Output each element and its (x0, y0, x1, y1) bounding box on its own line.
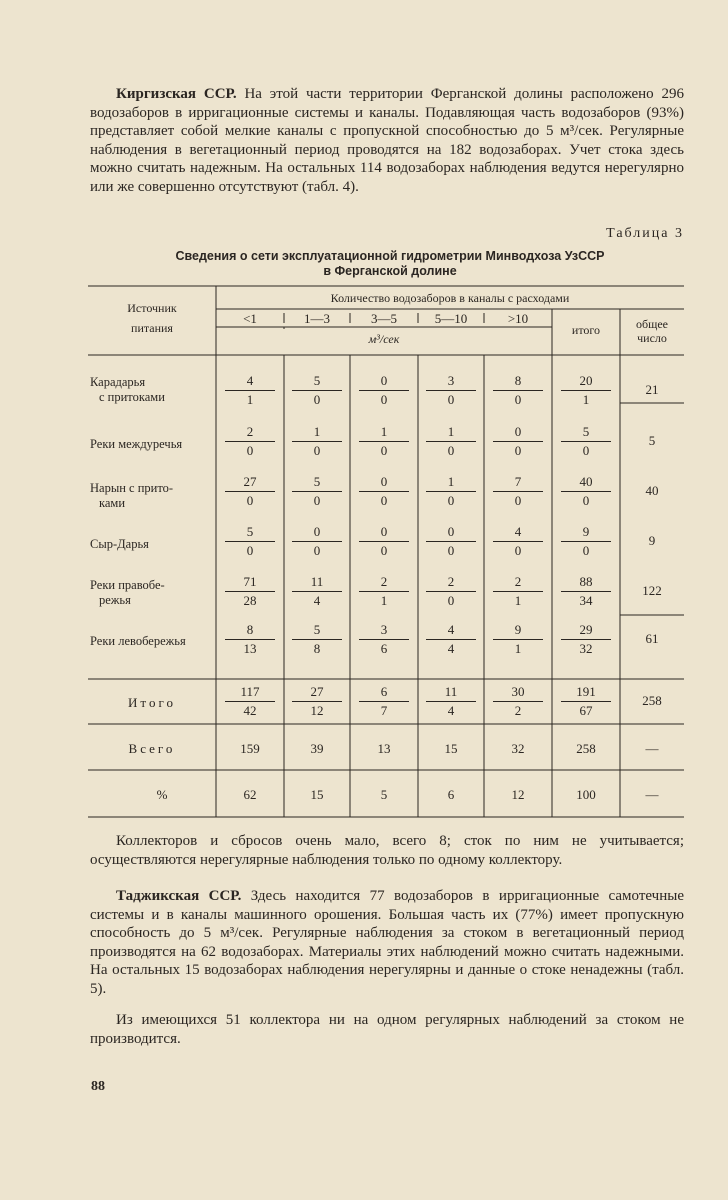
fraction-denominator: 2 (514, 703, 522, 718)
fraction-cell (493, 684, 543, 718)
fraction-numerator: 27 (292, 684, 342, 702)
header-range: <1 (243, 311, 257, 326)
paragraph-body: На этой части территории Ферганской долины расположено 296 водозаборов в ирригационные системы и каналы. Подавляющая часть водозаборов (93%) представляет собой мелкие каналы с пропускной способностью до 5 м³/сек. Регулярные наблюдения в вегетационный период проводятся на 182 водозаборах. Учет стока здесь можно считать надежным. На остальных 114 водозаборах наблюдения ведутся нерегулярно или же совершенно отсутствуют (табл. 4). (90, 86, 685, 195)
fraction-numerator: 0 (426, 524, 476, 542)
header-source-line: Источник (127, 301, 177, 315)
fraction-denominator: 0 (380, 493, 388, 508)
value-cell: 12 (511, 787, 525, 802)
value-cell: 15 (444, 741, 458, 756)
fraction-cell (561, 622, 611, 656)
fraction-denominator: 0 (246, 493, 254, 508)
paragraph-lead: Таджикская ССР. (116, 888, 242, 904)
row-label (90, 537, 214, 552)
fraction-numerator: 8 (225, 622, 275, 640)
fraction-numerator: 0 (359, 373, 409, 391)
fraction-numerator: 71 (225, 574, 275, 592)
fraction-numerator: 2 (225, 424, 275, 442)
row-label: Итого (128, 695, 176, 710)
value-cell: 258 (576, 741, 596, 756)
fraction-denominator: 28 (243, 593, 257, 608)
fraction-cell (561, 373, 611, 407)
fraction-cell (561, 524, 611, 558)
fraction-cell (561, 684, 611, 718)
fraction-denominator: 67 (579, 703, 593, 718)
fraction-denominator: 0 (582, 443, 590, 458)
value-cell: 13 (377, 741, 391, 756)
overall-cell: 21 (645, 382, 659, 397)
fraction-denominator: 4 (447, 641, 455, 656)
paragraph-collectors: Коллекторов и сбросов очень мало, всего 8; сток по ним не учитывается; осуществляются нерегулярные наблюдения только по одному коллектору. (90, 833, 684, 868)
fraction-denominator: 1 (380, 593, 388, 608)
row-label (90, 437, 214, 452)
fraction-cell (359, 424, 409, 458)
fraction-numerator: 29 (561, 622, 611, 640)
value-cell: 5 (380, 787, 388, 802)
fraction-denominator: 1 (582, 392, 590, 407)
fraction-denominator: 1 (514, 641, 522, 656)
fraction-cell (359, 622, 409, 656)
fraction-numerator: 5 (292, 373, 342, 391)
fraction-cell (359, 474, 409, 508)
row-label: % (156, 787, 168, 802)
fraction-denominator: 0 (313, 493, 321, 508)
row-label: Всего (128, 741, 176, 756)
table-title-line: в Ферганской долине (323, 264, 457, 278)
fraction-denominator: 0 (447, 493, 455, 508)
fraction-denominator: 0 (514, 543, 522, 558)
header-source (88, 301, 216, 335)
paragraph-tajik (90, 887, 684, 998)
header-source-line: питания (131, 321, 173, 335)
value-cell: 159 (240, 741, 260, 756)
fraction-numerator: 2 (426, 574, 476, 592)
value-cell: 62 (243, 787, 257, 802)
fraction-numerator: 1 (426, 424, 476, 442)
fraction-denominator: 0 (380, 392, 388, 407)
fraction-denominator: 0 (582, 543, 590, 558)
overall-cell: 40 (645, 483, 659, 498)
fraction-cell (292, 373, 342, 407)
page-number: 88 (91, 1079, 105, 1094)
row-label (90, 634, 214, 649)
fraction-numerator: 4 (493, 524, 543, 542)
fraction-cell (292, 622, 342, 656)
fraction-numerator: 9 (493, 622, 543, 640)
fraction-numerator: 5 (292, 474, 342, 492)
fraction-denominator: 0 (447, 593, 455, 608)
fraction-numerator: 0 (359, 474, 409, 492)
fraction-cell (292, 574, 342, 608)
fraction-numerator: 5 (561, 424, 611, 442)
row-label-line: Сыр-Дарья (90, 537, 149, 551)
header-total: итого (571, 323, 601, 337)
fraction-denominator: 1 (514, 593, 522, 608)
fraction-numerator: 4 (426, 622, 476, 640)
overall-cell: 9 (648, 533, 656, 548)
fraction-cell (292, 684, 342, 718)
header-overall-line: число (637, 331, 667, 345)
overall-cell: 61 (645, 631, 659, 646)
value-cell: 32 (511, 741, 525, 756)
fraction-cell (426, 622, 476, 656)
fraction-cell (292, 474, 342, 508)
fraction-denominator: 12 (310, 703, 324, 718)
fraction-denominator: 13 (243, 641, 257, 656)
fraction-numerator: 0 (359, 524, 409, 542)
fraction-cell (426, 524, 476, 558)
fraction-cell (225, 622, 275, 656)
row-label-line: Карадарья (90, 375, 146, 389)
fraction-cell (493, 424, 543, 458)
fraction-cell (359, 373, 409, 407)
fraction-numerator: 27 (225, 474, 275, 492)
fraction-numerator: 7 (493, 474, 543, 492)
fraction-cell (493, 524, 543, 558)
row-label-line: ками (99, 496, 126, 510)
fraction-denominator: 0 (582, 493, 590, 508)
fraction-cell (359, 684, 409, 718)
table-title-line: Сведения о сети эксплуатационной гидрометрии Минводхоза УзССР (175, 249, 605, 263)
row-label-line: с притоками (99, 390, 165, 404)
fraction-numerator: 117 (225, 684, 275, 702)
fraction-cell (493, 474, 543, 508)
fraction-denominator: 1 (246, 392, 254, 407)
overall-cell: 122 (642, 583, 662, 598)
fraction-cell (561, 474, 611, 508)
fraction-cell (225, 373, 275, 407)
header-overall-line: общее (636, 317, 668, 331)
fraction-denominator: 4 (447, 703, 455, 718)
header-range: 1—3 (304, 311, 330, 326)
fraction-numerator: 3 (426, 373, 476, 391)
paragraph-kyrgyz (90, 85, 684, 196)
fraction-denominator: 0 (447, 392, 455, 407)
fraction-cell (426, 474, 476, 508)
value-cell: 100 (576, 787, 596, 802)
header-range: 5—10 (434, 311, 468, 326)
fraction-numerator: 20 (561, 373, 611, 391)
fraction-cell (225, 684, 275, 718)
value-cell: 15 (310, 787, 324, 802)
fraction-numerator: 8 (493, 373, 543, 391)
row-label-line: Реки междуречья (90, 437, 183, 451)
row-label (90, 375, 214, 405)
overall-cell: 5 (648, 433, 656, 448)
overall-cell: — (645, 787, 659, 802)
fraction-numerator: 1 (426, 474, 476, 492)
fraction-cell (493, 574, 543, 608)
row-label-line: Нарын с прито- (90, 481, 174, 495)
fraction-numerator: 5 (225, 524, 275, 542)
value-cell: 6 (447, 787, 455, 802)
fraction-numerator: 2 (493, 574, 543, 592)
row-label (90, 481, 214, 511)
fraction-cell (561, 574, 611, 608)
header-unit: м³/сек (368, 332, 400, 346)
value-cell: 39 (310, 741, 324, 756)
fraction-cell (225, 524, 275, 558)
header-range: 3—5 (371, 311, 397, 326)
row-label-line: Реки левобережья (90, 634, 186, 648)
fraction-denominator: 42 (243, 703, 257, 718)
fraction-denominator: 32 (579, 641, 593, 656)
fraction-numerator: 0 (493, 424, 543, 442)
fraction-numerator: 1 (359, 424, 409, 442)
table-title (100, 249, 680, 279)
fraction-denominator: 0 (447, 443, 455, 458)
fraction-numerator: 5 (292, 622, 342, 640)
fraction-denominator: 0 (447, 543, 455, 558)
header-overall (620, 317, 684, 345)
fraction-cell (225, 574, 275, 608)
fraction-numerator: 6 (359, 684, 409, 702)
fraction-denominator: 4 (313, 593, 321, 608)
fraction-denominator: 8 (313, 641, 321, 656)
fraction-cell (359, 574, 409, 608)
fraction-numerator: 9 (561, 524, 611, 542)
fraction-cell (426, 424, 476, 458)
fraction-numerator: 1 (292, 424, 342, 442)
overall-cell: — (645, 741, 659, 756)
fraction-numerator: 11 (292, 574, 342, 592)
fraction-denominator: 0 (380, 543, 388, 558)
fraction-cell (493, 373, 543, 407)
fraction-numerator: 30 (493, 684, 543, 702)
fraction-numerator: 88 (561, 574, 611, 592)
fraction-numerator: 0 (292, 524, 342, 542)
fraction-numerator: 3 (359, 622, 409, 640)
fraction-denominator: 0 (246, 443, 254, 458)
paragraph-collectors-tajik: Из имеющихся 51 коллектора ни на одном регулярных наблюдений за стоком не производится. (90, 1012, 684, 1047)
fraction-cell (225, 474, 275, 508)
fraction-cell (426, 373, 476, 407)
fraction-cell (359, 524, 409, 558)
table-number: Таблица 3 (606, 226, 684, 241)
fraction-denominator: 0 (313, 443, 321, 458)
fraction-cell (225, 424, 275, 458)
fraction-denominator: 0 (514, 493, 522, 508)
fraction-cell (561, 424, 611, 458)
row-label-line: режья (99, 593, 131, 607)
fraction-denominator: 0 (514, 392, 522, 407)
fraction-cell (426, 684, 476, 718)
fraction-denominator: 0 (246, 543, 254, 558)
fraction-denominator: 34 (579, 593, 593, 608)
fraction-numerator: 11 (426, 684, 476, 702)
fraction-numerator: 4 (225, 373, 275, 391)
fraction-numerator: 2 (359, 574, 409, 592)
fraction-denominator: 7 (380, 703, 388, 718)
fraction-numerator: 191 (561, 684, 611, 702)
fraction-denominator: 6 (380, 641, 388, 656)
fraction-cell (426, 574, 476, 608)
fraction-cell (292, 524, 342, 558)
row-label (90, 578, 214, 608)
header-group: Количество водозаборов в каналы с расходами (330, 291, 570, 305)
row-label-line: Реки правобе- (90, 578, 165, 592)
header-range: >10 (507, 311, 529, 326)
fraction-denominator: 0 (514, 443, 522, 458)
fraction-numerator: 40 (561, 474, 611, 492)
fraction-cell (292, 424, 342, 458)
overall-cell: 258 (642, 693, 662, 708)
fraction-cell (493, 622, 543, 656)
paragraph-body: Здесь находится 77 водозаборов в ирригационные самотечные системы и в каналы машинного орошения. Большая часть их (77%) имеет пропускную способность до 5 м³/сек. Регулярные наблюдения за стоком в вегетационный период производятся на 62 водозаборах. Материалы этих наблюдений можно считать надежными. На остальных 15 водозаборах наблюдения нерегулярны и данные о стоке ненадежны (табл. 5). (90, 888, 684, 997)
fraction-denominator: 0 (380, 443, 388, 458)
fraction-denominator: 0 (313, 543, 321, 558)
fraction-denominator: 0 (313, 392, 321, 407)
paragraph-lead: Киргизская ССР. (116, 86, 237, 102)
data-table (88, 285, 684, 825)
